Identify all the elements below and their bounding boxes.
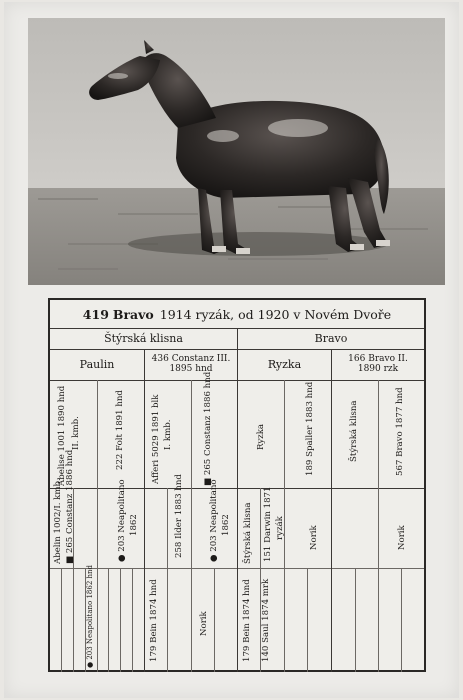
gen3-entry-4: ■ 265 Constanz 1886 hnd	[203, 371, 213, 486]
gen5-entry-2: 179 Bein 1874 hnd	[149, 579, 159, 662]
gen4-entry-6b: ryzák	[275, 516, 285, 540]
gen3-entry-7: Štýrská klisna	[349, 400, 359, 462]
gen3-entry-2: 222 Folt 1891 hnd	[115, 390, 125, 470]
horse-photograph	[28, 18, 445, 285]
dam-label: Štýrská klisna	[104, 331, 183, 345]
gen4-entry-2b: 1862	[129, 514, 139, 536]
gen3-entry-5: Ryzka	[256, 423, 266, 450]
horse-details: 1914 ryzák, od 1920 v Novém Dvoře	[159, 306, 392, 322]
gen4-entry-7: Norik	[309, 525, 319, 550]
sire-sire-cell	[332, 350, 424, 380]
gen4-entry-4: ● 203 Neapolitano	[209, 479, 219, 562]
gen4-entry-3: 258 Ilder 1883 hnd	[174, 474, 184, 558]
stallion-image	[28, 18, 445, 285]
gen3-entry-1b: II. kmb.	[71, 416, 81, 450]
gen4-entry-2: ● 203 Neapolitano	[117, 479, 127, 562]
gen4-entry-5: Štýrská klisna	[243, 502, 253, 564]
dam-sire-cell	[50, 350, 144, 380]
gen5-entry-4: 179 Bein 1874 hnd	[242, 579, 252, 662]
gen4-entry-8: Norik	[397, 525, 407, 550]
book-page	[4, 2, 459, 698]
dam-dam-label: 436 Constanz III.	[151, 354, 231, 365]
gen5-entry-1: ● 203 Neapolitano 1862 hnd	[86, 564, 94, 668]
gen3-entry-3: Afferi 5029 1891 blk	[151, 394, 161, 484]
sire-dam-label: Ryzka	[267, 357, 302, 371]
gen4-entry-6: 151 Darwin 1871	[263, 486, 273, 562]
gen5-entry-5: 140 Saul 1874 mrk	[261, 578, 271, 662]
gen3-entry-6: 189 Spaller 1883 hnd	[305, 381, 315, 476]
horse-number: 419	[82, 306, 109, 322]
dam-cell	[50, 329, 237, 349]
gen3-entry-1: Abelise 1001 1890 hnd	[57, 385, 67, 486]
pedigree-table	[48, 298, 426, 672]
gen4-entry-4b: 1862	[221, 514, 231, 536]
sire-cell	[238, 329, 424, 349]
sire-label: Bravo	[314, 331, 348, 345]
sire-dam-cell	[238, 350, 331, 380]
dam-dam-sub: 1895 hnd	[169, 364, 213, 374]
horse-name: Bravo	[112, 306, 154, 322]
sire-sire-label: 166 Bravo II.	[348, 354, 408, 365]
gen4-entry-1: Abelin 1002/I. kmb.	[53, 478, 63, 564]
gen5-entry-3: Norik	[199, 611, 209, 636]
sire-sire-sub: 1890 rzk	[357, 364, 399, 374]
gen3-entry-3b: I. kmb.	[163, 419, 173, 450]
gen3-entry-8: 567 Bravo 1877 hnd	[395, 387, 405, 476]
dam-dam-cell	[145, 350, 237, 380]
gen4-entry-1b: ■ 265 Constanz 1886 hnd	[65, 449, 75, 564]
pedigree-title	[50, 300, 424, 328]
dam-sire-label: Paulin	[79, 357, 115, 371]
